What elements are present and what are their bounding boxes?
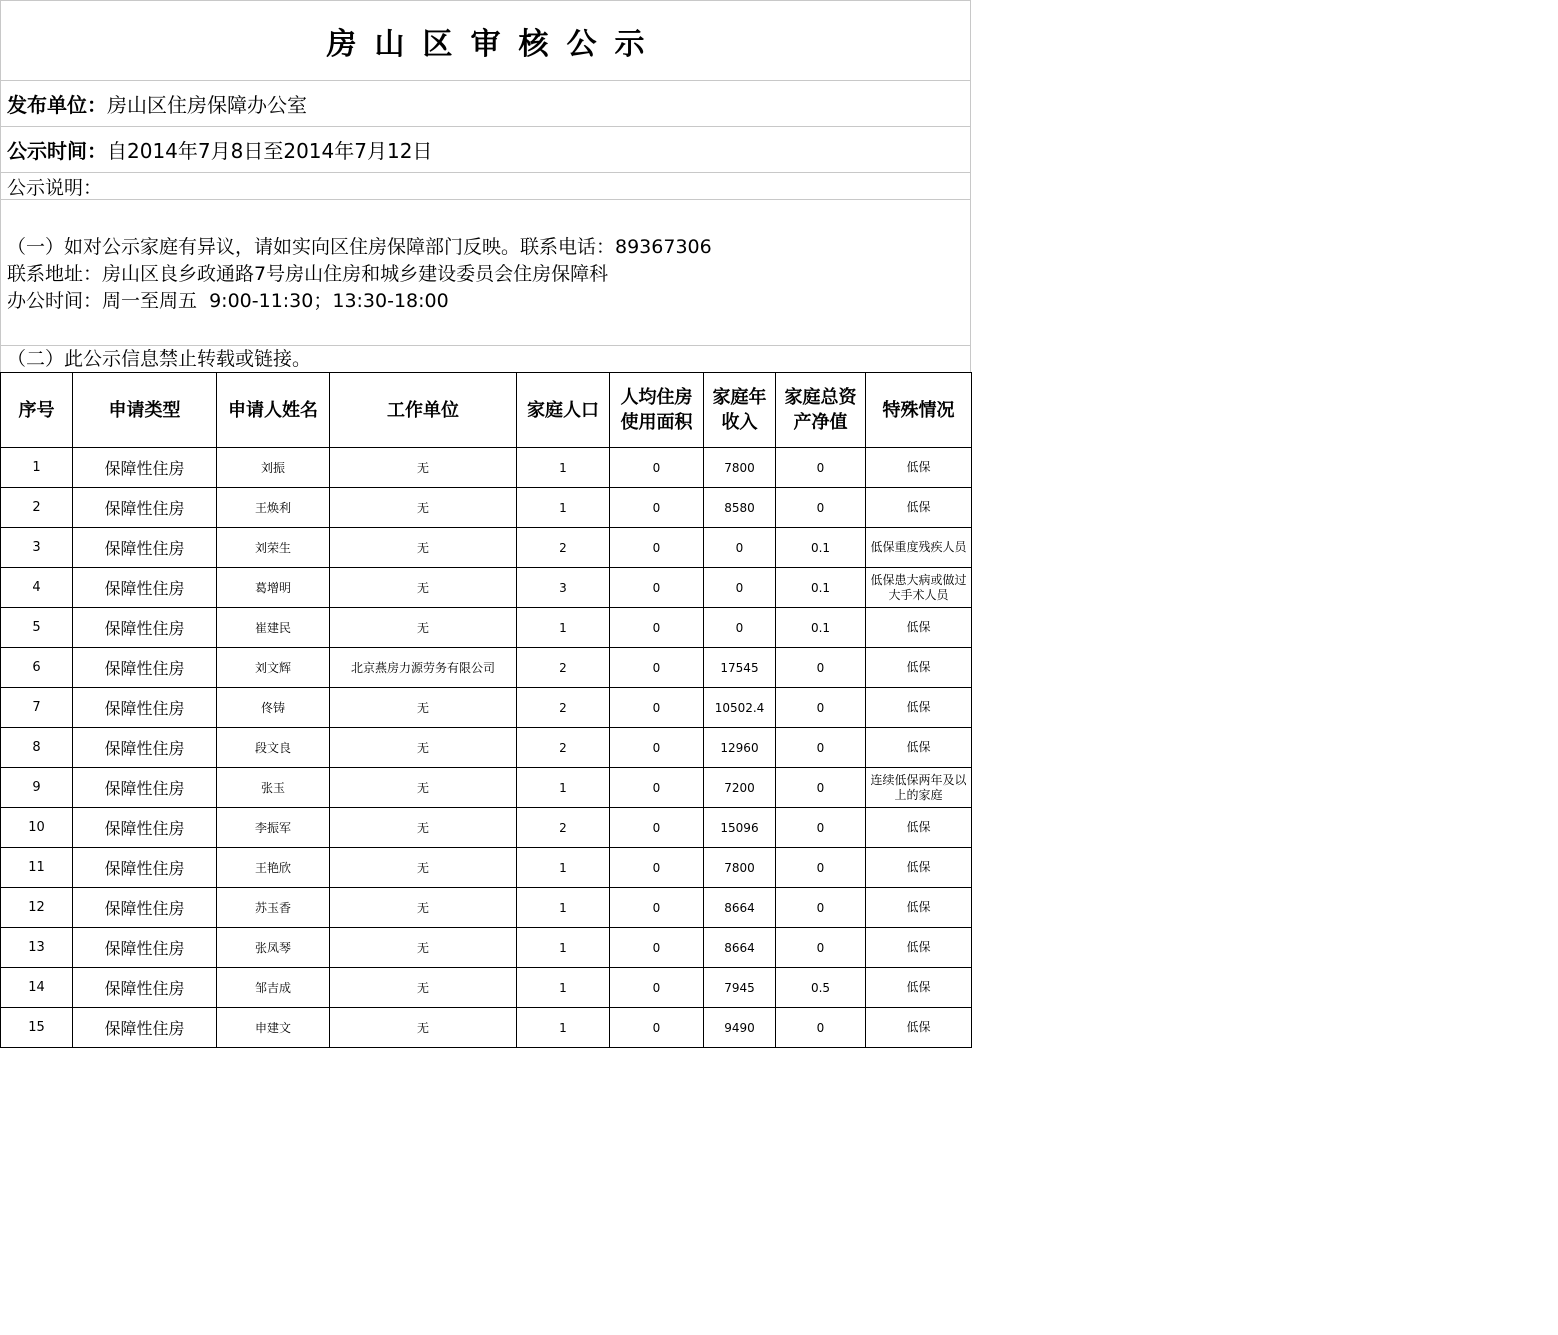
- cell-household-size: 2: [517, 648, 610, 688]
- cell-seq: 15: [1, 1008, 73, 1048]
- cell-net-assets: 0.1: [776, 568, 866, 608]
- cell-net-assets: 0: [776, 488, 866, 528]
- cell-name: 王焕利: [217, 488, 330, 528]
- cell-employer: 北京燕房力源劳务有限公司: [330, 648, 517, 688]
- cell-special: 低保: [866, 688, 972, 728]
- cell-net-assets: 0: [776, 888, 866, 928]
- cell-area-per-person: 0: [610, 568, 704, 608]
- cell-household-size: 2: [517, 688, 610, 728]
- cell-area-per-person: 0: [610, 848, 704, 888]
- cell-net-assets: 0.1: [776, 528, 866, 568]
- cell-type: 保障性住房: [73, 688, 217, 728]
- cell-name: 王艳欣: [217, 848, 330, 888]
- cell-employer: 无: [330, 688, 517, 728]
- cell-annual-income: 8664: [704, 888, 776, 928]
- cell-employer: 无: [330, 568, 517, 608]
- cell-type: 保障性住房: [73, 808, 217, 848]
- cell-name: 邹吉成: [217, 968, 330, 1008]
- cell-seq: 3: [1, 528, 73, 568]
- cell-type: 保障性住房: [73, 448, 217, 488]
- table-row: [1, 888, 972, 928]
- cell-employer: 无: [330, 1008, 517, 1048]
- cell-net-assets: 0: [776, 688, 866, 728]
- cell-name: 刘荣生: [217, 528, 330, 568]
- cell-seq: 4: [1, 568, 73, 608]
- cell-employer: 无: [330, 928, 517, 968]
- cell-type: 保障性住房: [73, 928, 217, 968]
- table-row: [1, 1008, 972, 1048]
- cell-special: 低保: [866, 1008, 972, 1048]
- cell-type: 保障性住房: [73, 1008, 217, 1048]
- table-body: [1, 448, 972, 1048]
- cell-area-per-person: 0: [610, 488, 704, 528]
- cell-area-per-person: 0: [610, 928, 704, 968]
- cell-household-size: 1: [517, 488, 610, 528]
- cell-household-size: 1: [517, 608, 610, 648]
- cell-seq: 8: [1, 728, 73, 768]
- header-seq: 序号: [1, 373, 73, 448]
- header-area-per-person: 人均住房 使用面积: [610, 373, 704, 448]
- publisher-label: 发布单位：: [7, 93, 107, 117]
- cell-area-per-person: 0: [610, 728, 704, 768]
- cell-employer: 无: [330, 608, 517, 648]
- cell-annual-income: 8664: [704, 928, 776, 968]
- header-net-assets: 家庭总资 产净值: [776, 373, 866, 448]
- cell-seq: 9: [1, 768, 73, 808]
- header-annual-income: 家庭年 收入: [704, 373, 776, 448]
- table-row: [1, 808, 972, 848]
- table-row: [1, 528, 972, 568]
- header-type: 申请类型: [73, 373, 217, 448]
- cell-net-assets: 0.5: [776, 968, 866, 1008]
- table-row: [1, 688, 972, 728]
- cell-annual-income: 17545: [704, 648, 776, 688]
- cell-household-size: 2: [517, 808, 610, 848]
- cell-special: 低保重度残疾人员: [866, 528, 972, 568]
- cell-name: 张玉: [217, 768, 330, 808]
- table-row: [1, 568, 972, 608]
- cell-special: 低保: [866, 488, 972, 528]
- cell-household-size: 1: [517, 968, 610, 1008]
- cell-type: 保障性住房: [73, 888, 217, 928]
- cell-annual-income: 0: [704, 608, 776, 648]
- period-label: 公示时间：: [7, 139, 107, 163]
- publisher-row: [0, 81, 971, 127]
- cell-seq: 10: [1, 808, 73, 848]
- cell-employer: 无: [330, 528, 517, 568]
- cell-net-assets: 0: [776, 448, 866, 488]
- cell-name: 葛增明: [217, 568, 330, 608]
- table-row: [1, 488, 972, 528]
- cell-annual-income: 7800: [704, 848, 776, 888]
- period-value: 自2014年7月8日至2014年7月12日: [107, 139, 433, 163]
- cell-name: 张凤琴: [217, 928, 330, 968]
- table-row: [1, 928, 972, 968]
- cell-name: 佟铸: [217, 688, 330, 728]
- cell-employer: 无: [330, 968, 517, 1008]
- page-title: 房山区审核公示: [0, 0, 971, 81]
- cell-annual-income: 10502.4: [704, 688, 776, 728]
- cell-name: 苏玉香: [217, 888, 330, 928]
- cell-net-assets: 0: [776, 1008, 866, 1048]
- applicants-table: [0, 372, 972, 1048]
- cell-annual-income: 0: [704, 568, 776, 608]
- cell-net-assets: 0: [776, 768, 866, 808]
- cell-type: 保障性住房: [73, 968, 217, 1008]
- cell-annual-income: 7200: [704, 768, 776, 808]
- cell-employer: 无: [330, 728, 517, 768]
- notice-sheet: [0, 0, 971, 373]
- cell-area-per-person: 0: [610, 448, 704, 488]
- cell-special: 连续低保两年及以上的家庭: [866, 768, 972, 808]
- cell-name: 崔建民: [217, 608, 330, 648]
- cell-special: 低保: [866, 928, 972, 968]
- notes-line-4: （二）此公示信息禁止转载或链接。: [0, 346, 971, 373]
- cell-seq: 1: [1, 448, 73, 488]
- notes-line-3: 办公时间：周一至周五 9:00-11:30；13:30-18:00: [7, 290, 449, 312]
- cell-seq: 7: [1, 688, 73, 728]
- cell-net-assets: 0: [776, 648, 866, 688]
- cell-employer: 无: [330, 488, 517, 528]
- cell-net-assets: 0: [776, 728, 866, 768]
- cell-type: 保障性住房: [73, 568, 217, 608]
- cell-area-per-person: 0: [610, 768, 704, 808]
- cell-seq: 6: [1, 648, 73, 688]
- cell-annual-income: 12960: [704, 728, 776, 768]
- cell-special: 低保患大病或做过大手术人员: [866, 568, 972, 608]
- cell-net-assets: 0: [776, 808, 866, 848]
- cell-annual-income: 7800: [704, 448, 776, 488]
- table-row: [1, 448, 972, 488]
- cell-area-per-person: 0: [610, 528, 704, 568]
- cell-name: 李振军: [217, 808, 330, 848]
- cell-special: 低保: [866, 968, 972, 1008]
- cell-seq: 12: [1, 888, 73, 928]
- cell-annual-income: 15096: [704, 808, 776, 848]
- cell-annual-income: 7945: [704, 968, 776, 1008]
- cell-employer: 无: [330, 448, 517, 488]
- notes-label: 公示说明：: [0, 173, 971, 200]
- cell-household-size: 1: [517, 888, 610, 928]
- cell-employer: 无: [330, 768, 517, 808]
- cell-net-assets: 0.1: [776, 608, 866, 648]
- cell-seq: 14: [1, 968, 73, 1008]
- cell-annual-income: 9490: [704, 1008, 776, 1048]
- notes-line-2: 联系地址：房山区良乡政通路7号房山住房和城乡建设委员会住房保障科: [7, 263, 609, 285]
- cell-area-per-person: 0: [610, 1008, 704, 1048]
- cell-area-per-person: 0: [610, 648, 704, 688]
- cell-name: 申建文: [217, 1008, 330, 1048]
- publisher-value: 房山区住房保障办公室: [107, 93, 307, 117]
- cell-household-size: 1: [517, 928, 610, 968]
- cell-type: 保障性住房: [73, 768, 217, 808]
- cell-household-size: 2: [517, 728, 610, 768]
- cell-special: 低保: [866, 848, 972, 888]
- cell-employer: 无: [330, 888, 517, 928]
- header-name: 申请人姓名: [217, 373, 330, 448]
- cell-area-per-person: 0: [610, 888, 704, 928]
- cell-seq: 11: [1, 848, 73, 888]
- cell-employer: 无: [330, 808, 517, 848]
- cell-type: 保障性住房: [73, 608, 217, 648]
- cell-employer: 无: [330, 848, 517, 888]
- cell-household-size: 1: [517, 448, 610, 488]
- cell-type: 保障性住房: [73, 528, 217, 568]
- table-row: [1, 608, 972, 648]
- notes-body: [0, 200, 971, 346]
- cell-area-per-person: 0: [610, 608, 704, 648]
- cell-special: 低保: [866, 888, 972, 928]
- cell-household-size: 1: [517, 1008, 610, 1048]
- period-row: [0, 127, 971, 173]
- cell-special: 低保: [866, 608, 972, 648]
- cell-name: 刘文辉: [217, 648, 330, 688]
- cell-name: 段文良: [217, 728, 330, 768]
- cell-household-size: 2: [517, 528, 610, 568]
- cell-name: 刘振: [217, 448, 330, 488]
- table-row: [1, 768, 972, 808]
- cell-area-per-person: 0: [610, 688, 704, 728]
- cell-type: 保障性住房: [73, 848, 217, 888]
- cell-annual-income: 8580: [704, 488, 776, 528]
- cell-seq: 2: [1, 488, 73, 528]
- cell-special: 低保: [866, 648, 972, 688]
- cell-special: 低保: [866, 448, 972, 488]
- cell-seq: 13: [1, 928, 73, 968]
- cell-household-size: 3: [517, 568, 610, 608]
- header-special: 特殊情况: [866, 373, 972, 448]
- cell-special: 低保: [866, 808, 972, 848]
- table-row: [1, 848, 972, 888]
- cell-type: 保障性住房: [73, 488, 217, 528]
- cell-net-assets: 0: [776, 848, 866, 888]
- cell-seq: 5: [1, 608, 73, 648]
- cell-household-size: 1: [517, 848, 610, 888]
- cell-net-assets: 0: [776, 928, 866, 968]
- table-header-row: [1, 373, 972, 448]
- cell-household-size: 1: [517, 768, 610, 808]
- cell-area-per-person: 0: [610, 808, 704, 848]
- header-employer: 工作单位: [330, 373, 517, 448]
- cell-type: 保障性住房: [73, 648, 217, 688]
- cell-type: 保障性住房: [73, 728, 217, 768]
- table-row: [1, 648, 972, 688]
- notes-line-1: （一）如对公示家庭有异议，请如实向区住房保障部门反映。联系电话：89367306: [7, 236, 712, 258]
- table-row: [1, 728, 972, 768]
- table-row: [1, 968, 972, 1008]
- header-household-size: 家庭人口: [517, 373, 610, 448]
- cell-area-per-person: 0: [610, 968, 704, 1008]
- cell-annual-income: 0: [704, 528, 776, 568]
- cell-special: 低保: [866, 728, 972, 768]
